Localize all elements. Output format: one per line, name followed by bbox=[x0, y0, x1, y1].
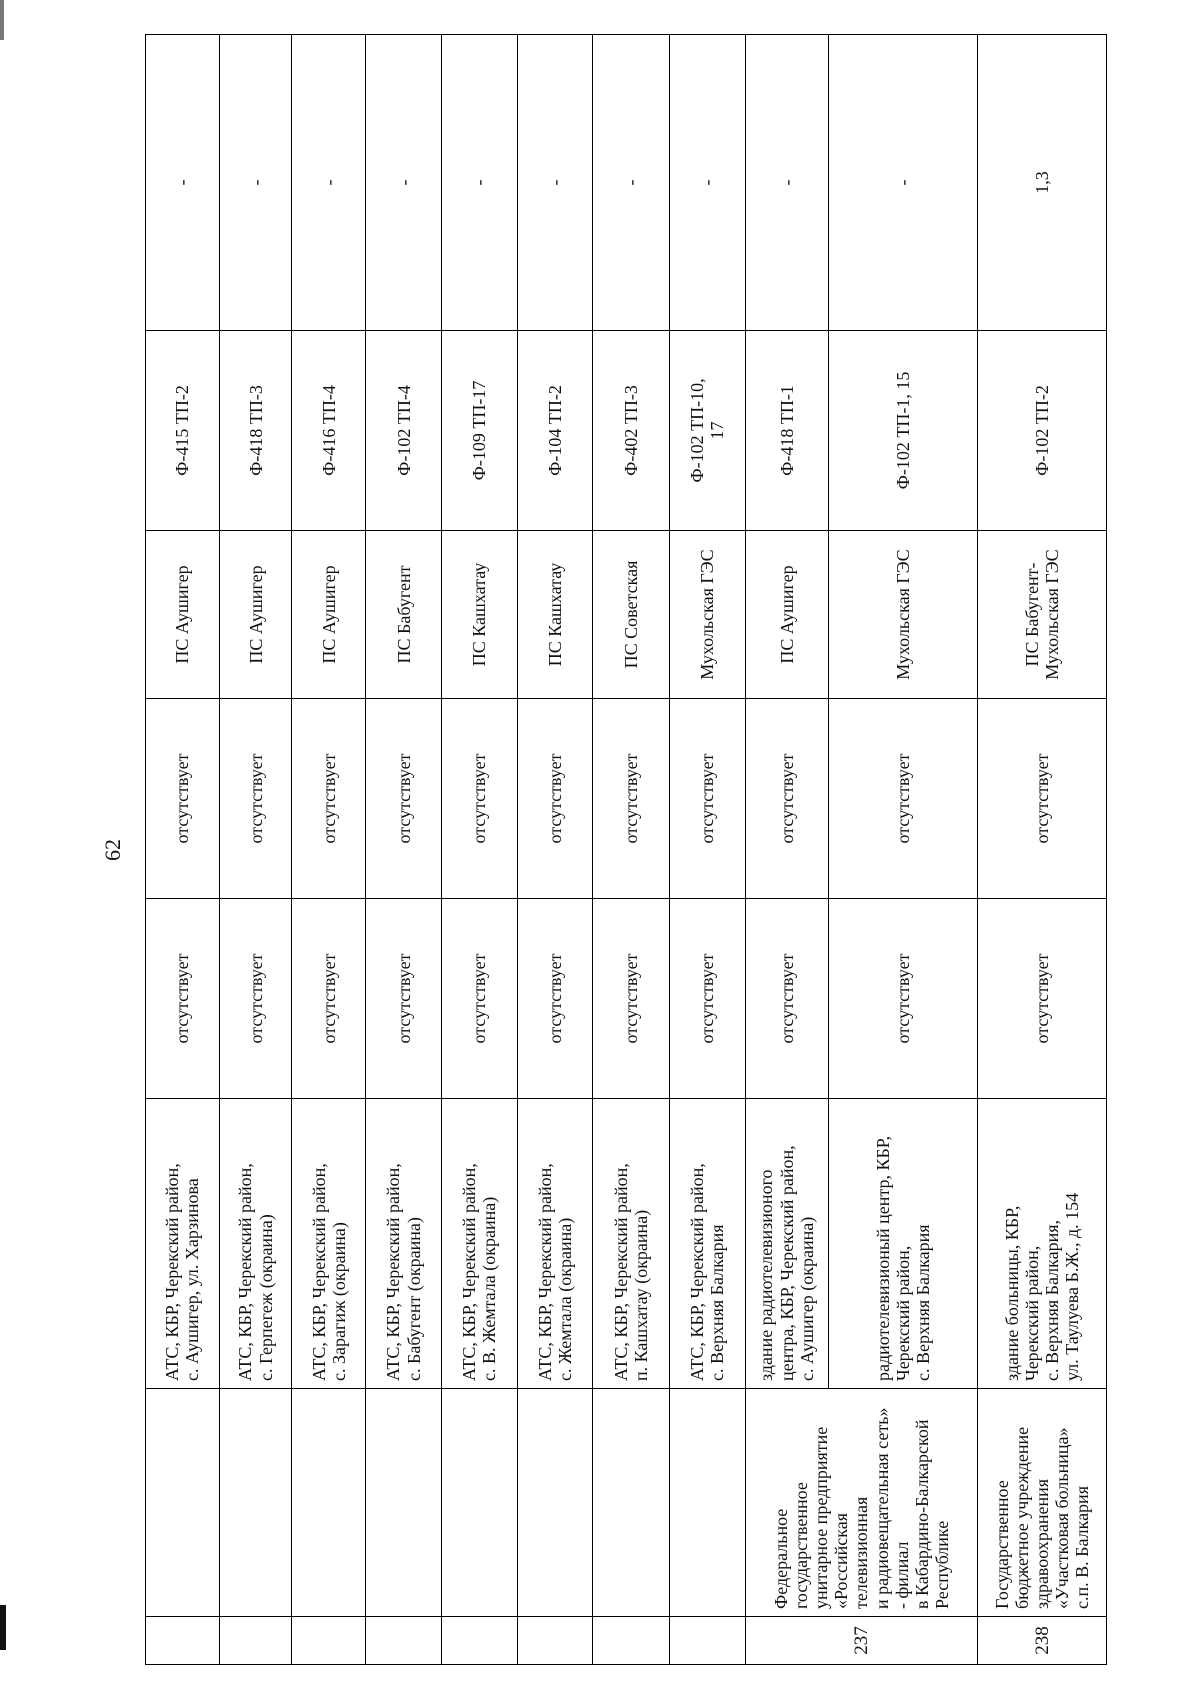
table-row bbox=[592, 35, 669, 1665]
substation-cell: ПС Аушигер bbox=[146, 531, 220, 699]
organization-cell: Федеральное государственное унитарное предприятие «Российская телевизионная и радиовещательная сеть» - филиал в Кабардино-Балкарской Республике bbox=[745, 1389, 978, 1617]
last-value-cell: - bbox=[366, 35, 442, 331]
table-row bbox=[219, 35, 292, 1665]
substation-cell: ПС Аушигер bbox=[219, 531, 292, 699]
table-row bbox=[366, 35, 442, 1665]
table-row bbox=[292, 35, 366, 1665]
value-cell: отсутствует bbox=[669, 699, 745, 899]
table-row bbox=[517, 35, 592, 1665]
feeder-cell: Ф-102 ТП-2 bbox=[978, 331, 1107, 531]
feeder-cell: Ф-415 ТП-2 bbox=[146, 331, 220, 531]
substation-cell: ПС Кашхатау bbox=[517, 531, 592, 699]
row-number-cell bbox=[366, 1617, 442, 1665]
last-value-cell: - bbox=[669, 35, 745, 331]
value-cell: отсутствует bbox=[442, 699, 518, 899]
substation-cell: ПС Аушигер bbox=[745, 531, 828, 699]
location-cell: АТС, КБР, Черекский район, с. Герпегеж (окраина) bbox=[219, 1099, 292, 1389]
scan-artifact bbox=[0, 0, 4, 40]
value-cell: отсутствует bbox=[292, 899, 366, 1099]
row-number-cell: 238 bbox=[978, 1617, 1107, 1665]
value-cell: отсутствует bbox=[517, 899, 592, 1099]
substation-cell: ПС Советская bbox=[592, 531, 669, 699]
value-cell: отсутствует bbox=[219, 899, 292, 1099]
page-number: 62 bbox=[100, 839, 125, 861]
table-row bbox=[442, 35, 518, 1665]
substation-cell: ПС Аушигер bbox=[292, 531, 366, 699]
feeder-cell: Ф-109 ТП-17 bbox=[442, 331, 518, 531]
value-cell: отсутствует bbox=[978, 699, 1107, 899]
row-number-cell bbox=[517, 1617, 592, 1665]
value-cell: отсутствует bbox=[828, 699, 978, 899]
last-value-cell: - bbox=[292, 35, 366, 331]
location-cell: АТС, КБР, Черекский район, с. Жемтала (окраина) bbox=[517, 1099, 592, 1389]
value-cell: отсутствует bbox=[669, 899, 745, 1099]
substation-cell: ПС Бабугент- Мухольская ГЭС bbox=[978, 531, 1107, 699]
feeder-cell: Ф-102 ТП-4 bbox=[366, 331, 442, 531]
value-cell: отсутствует bbox=[146, 899, 220, 1099]
organization-cell bbox=[592, 1389, 669, 1617]
value-cell: отсутствует bbox=[978, 899, 1107, 1099]
organization-cell bbox=[442, 1389, 518, 1617]
last-value-cell: - bbox=[517, 35, 592, 331]
scan-artifact bbox=[0, 1605, 6, 1650]
substation-cell: ПС Бабугент bbox=[366, 531, 442, 699]
location-cell: АТС, КБР, Черекский район, п. Кашхатау (окраина) bbox=[592, 1099, 669, 1389]
location-cell: здание радиотелевизионого центра, КБР, Черекский район, с. Аушигер (окраина) bbox=[745, 1099, 828, 1389]
row-number-cell bbox=[292, 1617, 366, 1665]
value-cell: отсутствует bbox=[146, 699, 220, 899]
feeder-cell: Ф-402 ТП-3 bbox=[592, 331, 669, 531]
value-cell: отсутствует bbox=[292, 699, 366, 899]
last-value-cell: 1,3 bbox=[978, 35, 1107, 331]
rotated-table-wrapper bbox=[145, 35, 1107, 1665]
row-number-cell: 237 bbox=[745, 1617, 978, 1665]
location-cell: АТС, КБР, Черекский район, с. Зарагиж (окраина) bbox=[292, 1099, 366, 1389]
last-value-cell: - bbox=[219, 35, 292, 331]
last-value-cell: - bbox=[592, 35, 669, 331]
substation-cell: Мухольская ГЭС bbox=[669, 531, 745, 699]
last-value-cell: - bbox=[146, 35, 220, 331]
substation-cell: ПС Кашхатау bbox=[442, 531, 518, 699]
row-number-cell bbox=[442, 1617, 518, 1665]
feeder-cell: Ф-418 ТП-3 bbox=[219, 331, 292, 531]
row-number-cell bbox=[219, 1617, 292, 1665]
feeder-cell: Ф-104 ТП-2 bbox=[517, 331, 592, 531]
value-cell: отсутствует bbox=[366, 699, 442, 899]
row-number-cell bbox=[592, 1617, 669, 1665]
feeder-cell: Ф-102 ТП-1, 15 bbox=[828, 331, 978, 531]
value-cell: отсутствует bbox=[745, 699, 828, 899]
last-value-cell: - bbox=[442, 35, 518, 331]
organization-cell bbox=[669, 1389, 745, 1617]
organization-cell bbox=[146, 1389, 220, 1617]
table-row bbox=[146, 35, 220, 1665]
substation-cell: Мухольская ГЭС bbox=[828, 531, 978, 699]
data-table bbox=[145, 34, 1107, 1665]
row-number-cell bbox=[669, 1617, 745, 1665]
value-cell: отсутствует bbox=[828, 899, 978, 1099]
row-number-cell bbox=[146, 1617, 220, 1665]
value-cell: отсутствует bbox=[592, 899, 669, 1099]
location-cell: АТС, КБР, Черекский район, с. Аушигер, ул. Харзинова bbox=[146, 1099, 220, 1389]
table-row bbox=[669, 35, 745, 1665]
organization-cell bbox=[366, 1389, 442, 1617]
last-value-cell: - bbox=[745, 35, 828, 331]
last-value-cell: - bbox=[828, 35, 978, 331]
value-cell: отсутствует bbox=[745, 899, 828, 1099]
organization-cell: Государственное бюджетное учреждение здравоохранения «Участковая больница» с.п. В. Балкария bbox=[978, 1389, 1107, 1617]
location-cell: АТС, КБР, Черекский район, с. В. Жемтала (окраина) bbox=[442, 1099, 518, 1389]
organization-cell bbox=[517, 1389, 592, 1617]
location-cell: АТС, КБР, Черекский район, с. Бабугент (окраина) bbox=[366, 1099, 442, 1389]
value-cell: отсутствует bbox=[442, 899, 518, 1099]
organization-cell bbox=[292, 1389, 366, 1617]
location-cell: радиотелевизионый центр, КБР, Черекский район, с. Верхняя Балкария bbox=[828, 1099, 978, 1389]
value-cell: отсутствует bbox=[592, 699, 669, 899]
table-container bbox=[145, 35, 1107, 1665]
location-cell: здание больницы, КБР, Черекский район, с. Верхняя Балкария, ул. Таулуева Б.Ж., д. 154 bbox=[978, 1099, 1107, 1389]
table-row bbox=[978, 35, 1107, 1665]
table-row bbox=[745, 35, 828, 1665]
feeder-cell: Ф-418 ТП-1 bbox=[745, 331, 828, 531]
organization-cell bbox=[219, 1389, 292, 1617]
feeder-cell: Ф-102 ТП-10, 17 bbox=[669, 331, 745, 531]
value-cell: отсутствует bbox=[219, 699, 292, 899]
value-cell: отсутствует bbox=[366, 899, 442, 1099]
feeder-cell: Ф-416 ТП-4 bbox=[292, 331, 366, 531]
location-cell: АТС, КБР, Черекский район, с. Верхняя Балкария bbox=[669, 1099, 745, 1389]
value-cell: отсутствует bbox=[517, 699, 592, 899]
